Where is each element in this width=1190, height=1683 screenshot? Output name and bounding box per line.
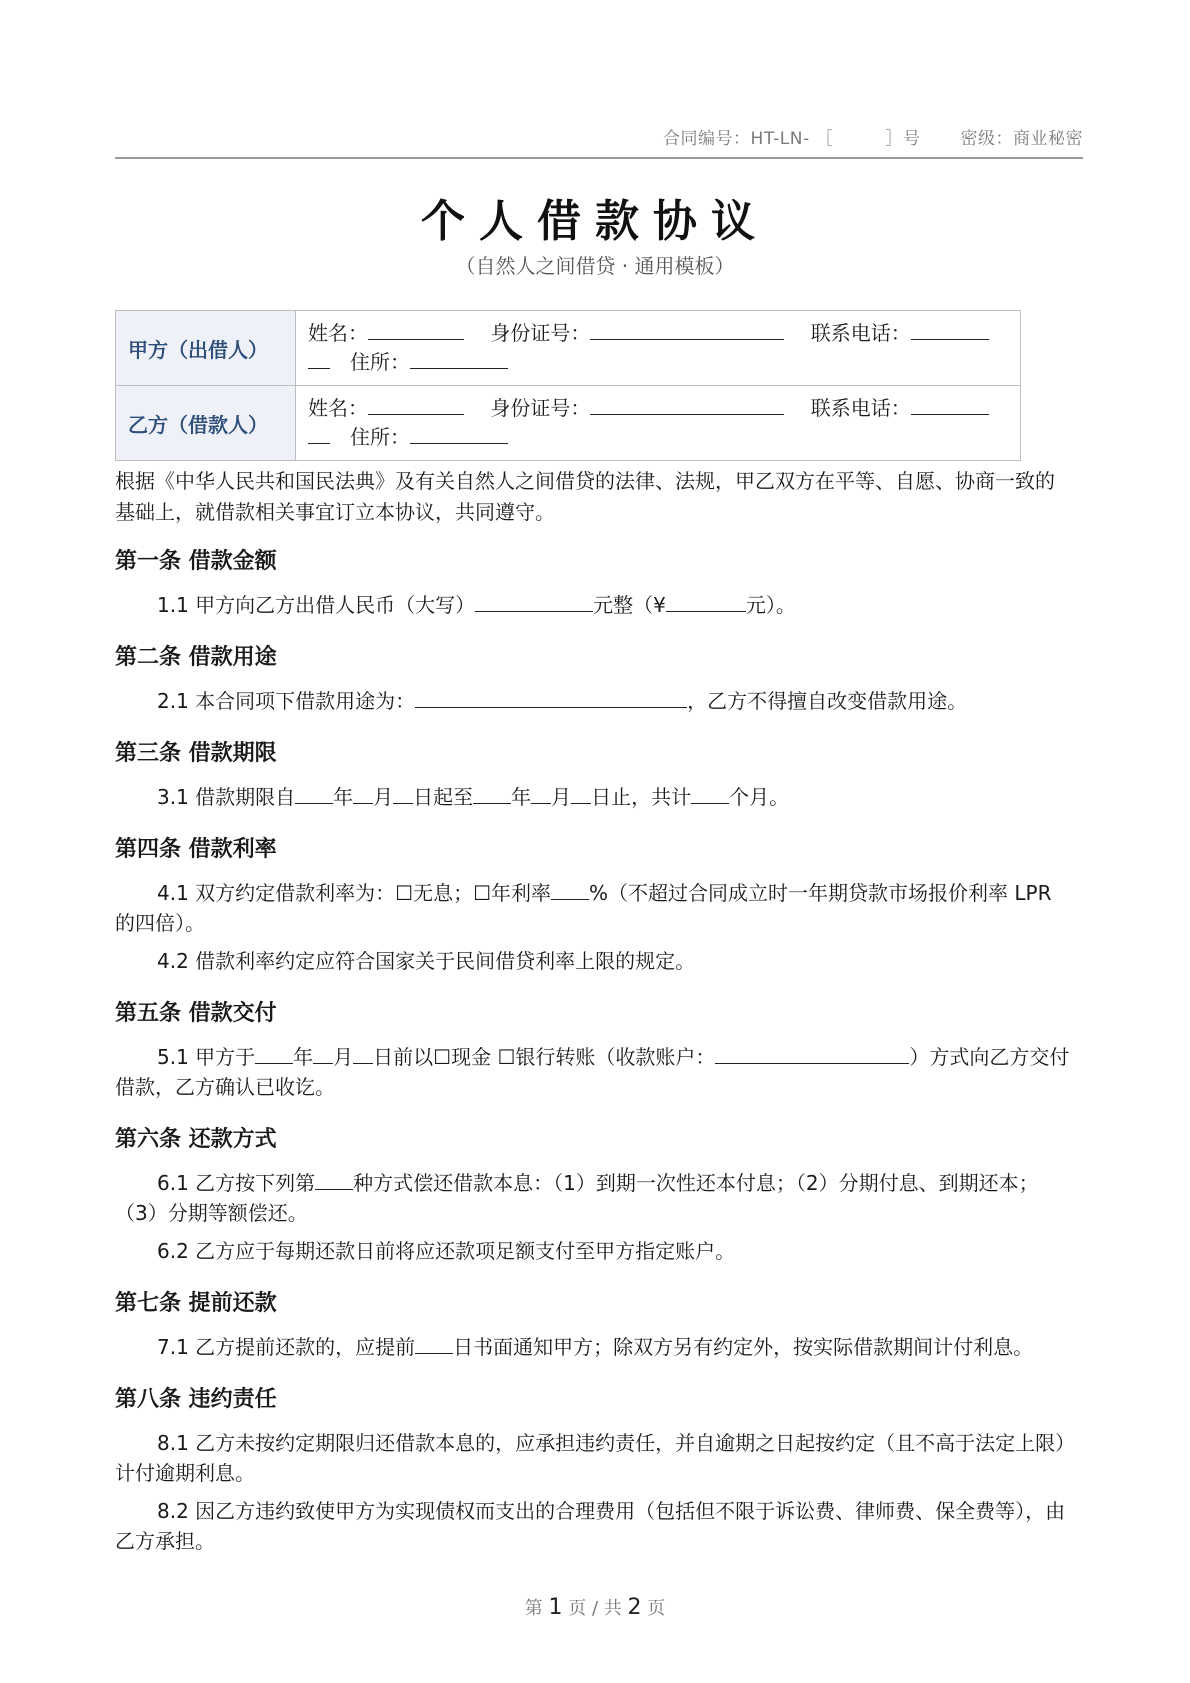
notice-days-blank[interactable] [415, 1333, 453, 1354]
name-blank[interactable] [368, 394, 464, 415]
article-title: 第五条 借款交付 [115, 1001, 277, 1026]
contract-number: 合同编号：HT-LN- ［ ］号 [663, 129, 921, 149]
end-day-blank[interactable] [571, 783, 591, 804]
clause-text: 5.1 甲方于 [157, 1045, 256, 1069]
delivery-month-blank[interactable] [313, 1043, 333, 1064]
clause-text: 3.1 借款期限自 [157, 785, 296, 809]
article-1 [115, 546, 1070, 620]
clause-4-2: 4.2 借款利率约定应符合国家关于民间借贷利率上限的规定。 [157, 949, 696, 973]
start-month-blank[interactable] [353, 783, 373, 804]
article-4 [115, 834, 1070, 976]
end-year-blank[interactable] [473, 783, 511, 804]
start-day-blank[interactable] [393, 783, 413, 804]
amount-words-blank[interactable] [475, 591, 593, 612]
parties-table [115, 310, 1021, 461]
clause-1-1 [115, 590, 1070, 620]
clause-text: 年 [511, 785, 532, 809]
clause-text: ，乙方不得擅自改变借款用途。 [687, 689, 968, 713]
articles [115, 546, 1070, 1578]
clause-6-1 [115, 1168, 1070, 1228]
clause-text: 年 [333, 785, 354, 809]
clause-text: 月 [373, 785, 394, 809]
clause-text: 日止，共计 [591, 785, 692, 809]
clause-text: 日前以☐现金 ☐银行转账（收款账户： [373, 1045, 716, 1069]
end-month-blank[interactable] [531, 783, 551, 804]
clause-text: 6.1 乙方按下列第 [157, 1171, 316, 1195]
party-fields [296, 311, 1021, 386]
phone-blank-cont[interactable] [308, 348, 330, 369]
clause-text: 元整（¥ [593, 593, 666, 617]
article-2 [115, 642, 1070, 716]
clause-text: 1.1 甲方向乙方出借人民币（大写） [157, 593, 476, 617]
page-footer [0, 1594, 1190, 1620]
address-blank[interactable] [410, 348, 508, 369]
delivery-year-blank[interactable] [255, 1043, 293, 1064]
clause-6-2: 6.2 乙方应于每期还款日前将应还款项足额支付至甲方指定账户。 [157, 1239, 736, 1263]
footer-text: 页 [647, 1598, 666, 1619]
party-fields [296, 386, 1021, 461]
address-blank[interactable] [410, 423, 508, 444]
clause-8-1: 8.1 乙方未按约定期限归还借款本息的，应承担违约责任，并自逾期之日起按约定（且不高于法定上限）计付逾期利息。 [115, 1431, 1066, 1485]
clause-text: 个月。 [729, 785, 790, 809]
address-label: 住所： [350, 350, 410, 374]
phone-label: 联系电话： [810, 321, 911, 345]
clause-text: 日起至 [413, 785, 474, 809]
months-blank[interactable] [691, 783, 729, 804]
clause-5-1 [115, 1042, 1070, 1102]
clause-2-1 [115, 686, 1070, 716]
start-year-blank[interactable] [295, 783, 333, 804]
account-blank[interactable] [715, 1043, 909, 1064]
clause-text: 月 [333, 1045, 354, 1069]
delivery-day-blank[interactable] [353, 1043, 373, 1064]
article-8 [115, 1384, 1070, 1556]
clause-text: 日书面通知甲方；除双方另有约定外，按实际借款期间计付利息。 [453, 1335, 1034, 1359]
article-5 [115, 998, 1070, 1102]
article-title: 第四条 借款利率 [115, 837, 277, 862]
article-title: 第一条 借款金额 [115, 549, 277, 574]
name-blank[interactable] [368, 319, 464, 340]
clause-text: %（不超过合同成立时一年期贷款市场报价利率 LPR 的四倍）。 [115, 881, 1052, 935]
phone-blank[interactable] [911, 319, 989, 340]
clause-7-1 [115, 1332, 1070, 1362]
clause-text: 年 [293, 1045, 314, 1069]
id-blank[interactable] [590, 319, 784, 340]
document-subtitle: （自然人之间借贷 · 通用模板） [455, 254, 735, 278]
party-role: 甲方（出借人） [116, 311, 296, 386]
article-title: 第六条 还款方式 [115, 1127, 277, 1152]
page-number: 1 [548, 1595, 563, 1620]
article-7 [115, 1288, 1070, 1362]
phone-label: 联系电话： [810, 396, 911, 420]
total-pages: 2 [627, 1595, 642, 1620]
id-blank[interactable] [590, 394, 784, 415]
clause-4-1 [115, 878, 1070, 938]
article-title: 第七条 提前还款 [115, 1291, 277, 1316]
clause-text: 种方式偿还借款本息：（1）到期一次性还本付息；（2）分期付息、到期还本；（3）分期等额偿还。 [115, 1171, 1039, 1225]
article-6 [115, 1124, 1070, 1266]
party-role: 乙方（借款人） [116, 386, 296, 461]
secrecy-level: 密级：商业秘密 [960, 129, 1083, 149]
phone-blank[interactable] [911, 394, 989, 415]
name-label: 姓名： [308, 321, 368, 345]
rate-blank[interactable] [551, 879, 589, 900]
party-row-lender [116, 311, 1021, 386]
intro-paragraph: 根据《中华人民共和国民法典》及有关自然人之间借贷的法律、法规，甲乙双方在平等、自愿、协商一致的基础上，就借款相关事宜订立本协议，共同遵守。 [115, 469, 1055, 524]
party-row-borrower [116, 386, 1021, 461]
article-3 [115, 738, 1070, 812]
phone-blank-cont[interactable] [308, 423, 330, 444]
id-label: 身份证号： [490, 396, 591, 420]
id-label: 身份证号： [490, 321, 591, 345]
name-label: 姓名： [308, 396, 368, 420]
clause-text: 元）。 [745, 593, 796, 617]
purpose-blank[interactable] [415, 687, 687, 708]
address-label: 住所： [350, 425, 410, 449]
article-title: 第八条 违约责任 [115, 1387, 277, 1412]
header-meta [115, 124, 1083, 149]
clause-8-2: 8.2 因乙方违约致使甲方为实现债权而支出的合理费用（包括但不限于诉讼费、律师费、保全费等），由乙方承担。 [115, 1499, 1066, 1553]
footer-text: 页 / 共 [568, 1598, 622, 1619]
clause-text: 7.1 乙方提前还款的，应提前 [157, 1335, 416, 1359]
article-title: 第三条 借款期限 [115, 741, 277, 766]
document-title: 个人借款协议 [421, 196, 769, 247]
header-divider [115, 157, 1083, 159]
clause-text: 2.1 本合同项下借款用途为： [157, 689, 416, 713]
clause-text: 4.1 双方约定借款利率为：☐无息；☐年利率 [157, 881, 552, 905]
footer-text: 第 [524, 1598, 543, 1619]
clause-text: ）方式向乙方交付借款，乙方确认已收讫。 [115, 1045, 1070, 1099]
amount-number-blank[interactable] [666, 591, 746, 612]
repayment-method-blank[interactable] [315, 1169, 353, 1190]
clause-3-1 [115, 782, 1070, 812]
clause-text: 月 [551, 785, 572, 809]
article-title: 第二条 借款用途 [115, 645, 277, 670]
